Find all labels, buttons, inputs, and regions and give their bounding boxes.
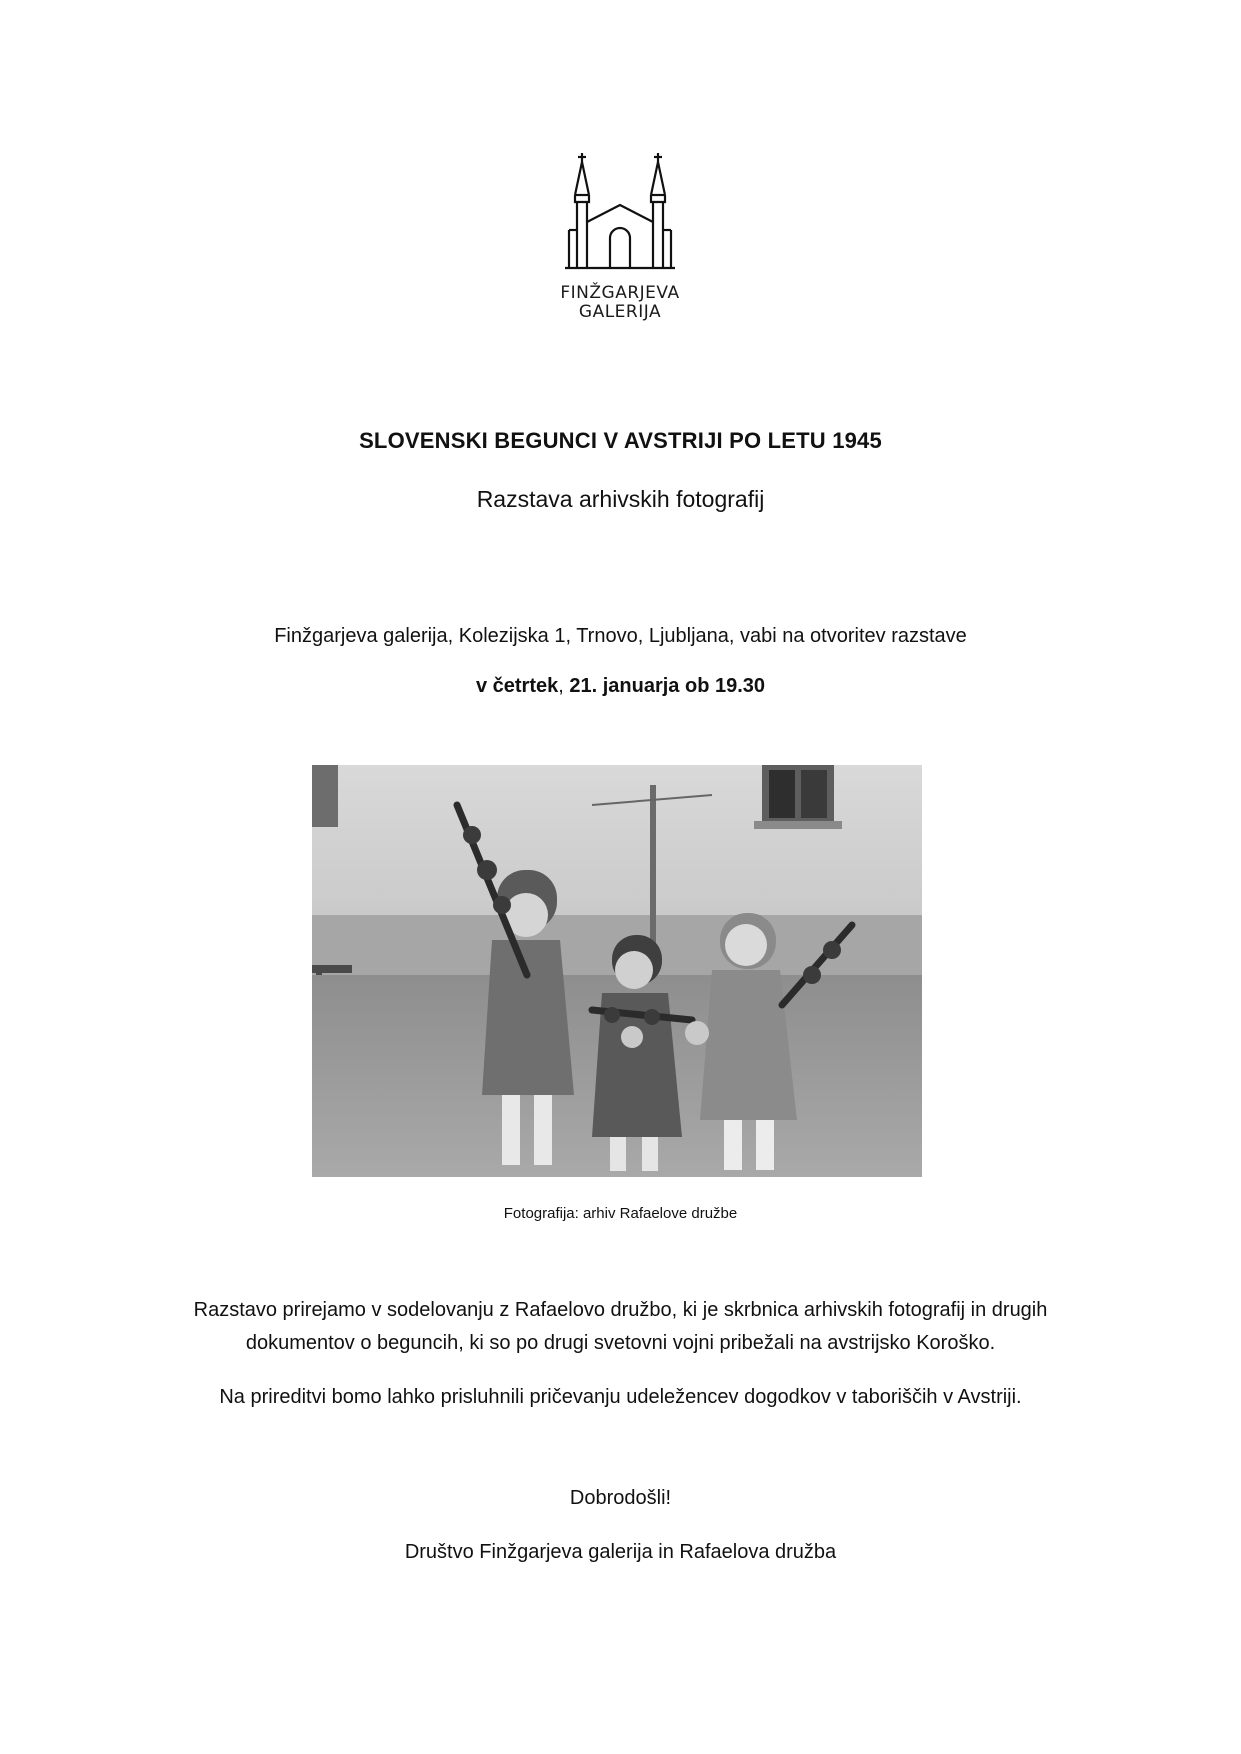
church-towers-icon xyxy=(560,150,680,275)
gallery-logo xyxy=(560,150,680,325)
exhibition-title: SLOVENSKI BEGUNCI V AVSTRIJI PO LETU 1945 xyxy=(359,428,882,453)
event-day: v četrtek xyxy=(475,675,559,697)
logo-text-line2: GALERIJA xyxy=(578,302,662,322)
event-date-time: 21. januarja ob 19.30 xyxy=(569,675,766,697)
signature-text: Društvo Finžgarjeva galerija in Rafaelova družba xyxy=(404,1541,837,1563)
paragraph-testimony: Na prireditvi bomo lahko prisluhnili pričevanju udeležencev dogodkov v taboriščih v Avstriji. xyxy=(219,1386,1022,1408)
archival-photo xyxy=(312,765,922,1177)
invitation-text: Finžgarjeva galerija, Kolezijska 1, Trnovo, Ljubljana, vabi na otvoritev razstave xyxy=(274,625,967,647)
event-separator: , xyxy=(558,675,570,697)
paragraph-collaboration xyxy=(120,1294,1121,1360)
event-datetime xyxy=(0,675,1241,698)
welcome-text: Dobrodošli! xyxy=(569,1487,672,1509)
photo-caption: Fotografija: arhiv Rafaelove družbe xyxy=(503,1205,738,1222)
exhibition-subtitle: Razstava arhivskih fotografij xyxy=(476,486,765,512)
logo-text-line1: FINŽGARJEVA xyxy=(560,283,680,303)
paragraph-collaboration-line2: dokumentov o beguncih, ki so po drugi svetovni vojni pribežali na avstrijsko Koroško. xyxy=(245,1332,996,1354)
paragraph-collaboration-line1: Razstavo prirejamo v sodelovanju z Rafaelovo družbo, ki je skrbnica arhivskih fotografij in drugih xyxy=(193,1299,1048,1321)
